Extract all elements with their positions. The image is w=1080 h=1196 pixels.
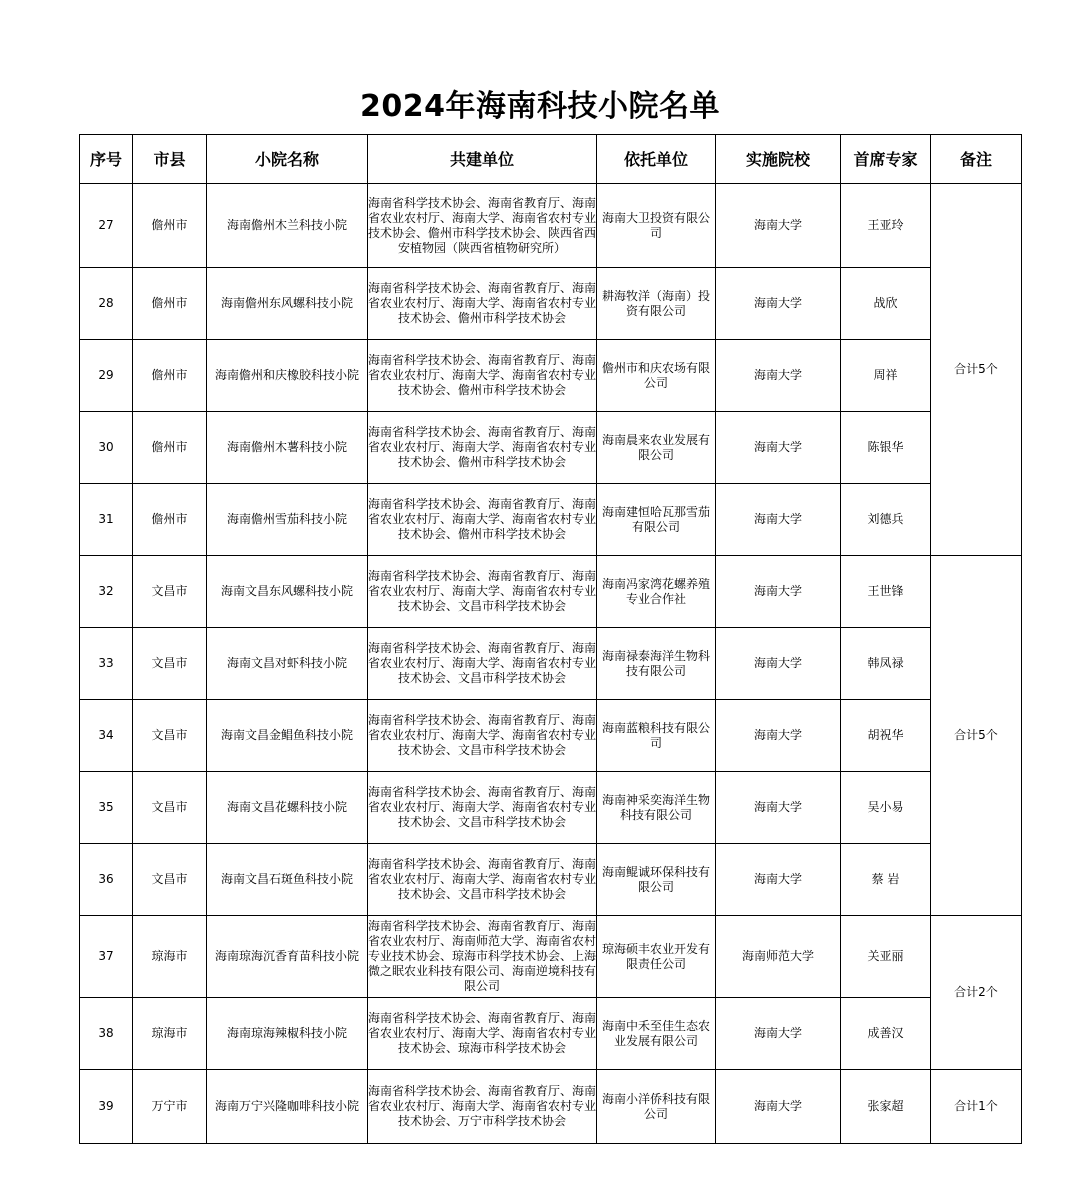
row-name: 海南儋州雪茄科技小院	[207, 484, 368, 556]
table-row	[80, 700, 1022, 772]
row-host-unit: 海南冯家湾花螺养殖专业合作社	[597, 556, 716, 628]
row-city: 琼海市	[133, 916, 207, 998]
row-host-unit: 儋州市和庆农场有限公司	[597, 340, 716, 412]
row-expert: 刘德兵	[841, 484, 931, 556]
row-school: 海南大学	[716, 1070, 841, 1144]
row-co-builders: 海南省科学技术协会、海南省教育厅、海南省农业农村厅、海南大学、海南省农村专业技术协会、文昌市科学技术协会	[368, 772, 597, 844]
row-name: 海南儋州木兰科技小院	[207, 184, 368, 268]
row-no: 39	[80, 1070, 133, 1144]
row-note: 合计5个	[931, 184, 1022, 556]
row-note: 合计1个	[931, 1070, 1022, 1144]
row-co-builders: 海南省科学技术协会、海南省教育厅、海南省农业农村厅、海南大学、海南省农村专业技术协会、文昌市科学技术协会	[368, 628, 597, 700]
row-co-builders: 海南省科学技术协会、海南省教育厅、海南省农业农村厅、海南师范大学、海南省农村专业技术协会、琼海市科学技术协会、上海微之眠农业科技有限公司、海南逆境科技有限公司	[368, 916, 597, 998]
header-school: 实施院校	[716, 135, 841, 184]
row-host-unit: 琼海硕丰农业开发有限责任公司	[597, 916, 716, 998]
row-co-builders: 海南省科学技术协会、海南省教育厅、海南省农业农村厅、海南大学、海南省农村专业技术协会、文昌市科学技术协会	[368, 844, 597, 916]
header-host-unit: 依托单位	[597, 135, 716, 184]
header-co-builders: 共建单位	[368, 135, 597, 184]
row-name: 海南儋州和庆橡胶科技小院	[207, 340, 368, 412]
row-city: 文昌市	[133, 772, 207, 844]
row-expert: 成善汉	[841, 998, 931, 1070]
row-school: 海南大学	[716, 484, 841, 556]
row-co-builders: 海南省科学技术协会、海南省教育厅、海南省农业农村厅、海南大学、海南省农村专业技术协会、万宁市科学技术协会	[368, 1070, 597, 1144]
row-expert: 关亚丽	[841, 916, 931, 998]
header-expert: 首席专家	[841, 135, 931, 184]
row-no: 30	[80, 412, 133, 484]
table-row	[80, 268, 1022, 340]
header-name: 小院名称	[207, 135, 368, 184]
row-host-unit: 海南鲲诚环保科技有限公司	[597, 844, 716, 916]
row-host-unit: 海南建恒哈瓦那雪茄有限公司	[597, 484, 716, 556]
header-city: 市县	[133, 135, 207, 184]
row-expert: 王世锋	[841, 556, 931, 628]
row-city: 琼海市	[133, 998, 207, 1070]
row-school: 海南大学	[716, 628, 841, 700]
row-no: 28	[80, 268, 133, 340]
header-no: 序号	[80, 135, 133, 184]
table-row	[80, 556, 1022, 628]
page-title: 2024年海南科技小院名单	[360, 89, 720, 124]
row-expert: 胡祝华	[841, 700, 931, 772]
row-no: 27	[80, 184, 133, 268]
row-host-unit: 耕海牧洋（海南）投资有限公司	[597, 268, 716, 340]
table-row	[80, 628, 1022, 700]
row-expert: 周祥	[841, 340, 931, 412]
row-city: 文昌市	[133, 844, 207, 916]
header-note: 备注	[931, 135, 1022, 184]
row-no: 36	[80, 844, 133, 916]
row-city: 儋州市	[133, 412, 207, 484]
row-host-unit: 海南蓝粮科技有限公司	[597, 700, 716, 772]
row-no: 33	[80, 628, 133, 700]
row-city: 文昌市	[133, 556, 207, 628]
table-row	[80, 1070, 1022, 1144]
row-expert: 战欣	[841, 268, 931, 340]
row-school: 海南大学	[716, 412, 841, 484]
row-co-builders: 海南省科学技术协会、海南省教育厅、海南省农业农村厅、海南大学、海南省农村专业技术协会、儋州市科学技术协会	[368, 412, 597, 484]
row-note: 合计5个	[931, 556, 1022, 916]
row-note: 合计2个	[931, 916, 1022, 1070]
row-co-builders: 海南省科学技术协会、海南省教育厅、海南省农业农村厅、海南大学、海南省农村专业技术协会、文昌市科学技术协会	[368, 700, 597, 772]
row-no: 34	[80, 700, 133, 772]
row-expert: 韩凤禄	[841, 628, 931, 700]
row-school: 海南大学	[716, 772, 841, 844]
table-header-row	[80, 135, 1022, 184]
table-row	[80, 998, 1022, 1070]
row-expert: 蔡 岩	[841, 844, 931, 916]
row-school: 海南大学	[716, 184, 841, 268]
row-name: 海南文昌对虾科技小院	[207, 628, 368, 700]
row-expert: 吴小易	[841, 772, 931, 844]
row-school: 海南大学	[716, 340, 841, 412]
row-co-builders: 海南省科学技术协会、海南省教育厅、海南省农业农村厅、海南大学、海南省农村专业技术协会、儋州市科学技术协会	[368, 340, 597, 412]
row-no: 32	[80, 556, 133, 628]
row-city: 儋州市	[133, 184, 207, 268]
row-no: 37	[80, 916, 133, 998]
row-expert: 王亚玲	[841, 184, 931, 268]
row-co-builders: 海南省科学技术协会、海南省教育厅、海南省农业农村厅、海南大学、海南省农村专业技术协会、儋州市科学技术协会	[368, 268, 597, 340]
table-row	[80, 412, 1022, 484]
row-name: 海南琼海辣椒科技小院	[207, 998, 368, 1070]
row-name: 海南文昌东风螺科技小院	[207, 556, 368, 628]
row-city: 文昌市	[133, 628, 207, 700]
row-expert: 张家超	[841, 1070, 931, 1144]
row-city: 儋州市	[133, 268, 207, 340]
table-row	[80, 844, 1022, 916]
row-school: 海南大学	[716, 700, 841, 772]
row-no: 35	[80, 772, 133, 844]
row-expert: 陈银华	[841, 412, 931, 484]
row-name: 海南文昌金鲳鱼科技小院	[207, 700, 368, 772]
row-school: 海南师范大学	[716, 916, 841, 998]
row-host-unit: 海南神采奕海洋生物科技有限公司	[597, 772, 716, 844]
row-no: 29	[80, 340, 133, 412]
table-row	[80, 184, 1022, 268]
row-city: 儋州市	[133, 340, 207, 412]
row-school: 海南大学	[716, 998, 841, 1070]
row-city: 万宁市	[133, 1070, 207, 1144]
row-school: 海南大学	[716, 844, 841, 916]
table-row	[80, 772, 1022, 844]
row-school: 海南大学	[716, 556, 841, 628]
row-co-builders: 海南省科学技术协会、海南省教育厅、海南省农业农村厅、海南大学、海南省农村专业技术协会、文昌市科学技术协会	[368, 556, 597, 628]
row-no: 38	[80, 998, 133, 1070]
row-co-builders: 海南省科学技术协会、海南省教育厅、海南省农业农村厅、海南大学、海南省农村专业技术协会、儋州市科学技术协会、陕西省西安植物园（陕西省植物研究所）	[368, 184, 597, 268]
row-host-unit: 海南晨来农业发展有限公司	[597, 412, 716, 484]
row-name: 海南儋州东风螺科技小院	[207, 268, 368, 340]
row-name: 海南文昌花螺科技小院	[207, 772, 368, 844]
table-row	[80, 340, 1022, 412]
row-host-unit: 海南禄泰海洋生物科技有限公司	[597, 628, 716, 700]
row-name: 海南万宁兴隆咖啡科技小院	[207, 1070, 368, 1144]
row-school: 海南大学	[716, 268, 841, 340]
row-host-unit: 海南中禾至佳生态农业发展有限公司	[597, 998, 716, 1070]
row-name: 海南文昌石斑鱼科技小院	[207, 844, 368, 916]
table-row	[80, 916, 1022, 998]
row-co-builders: 海南省科学技术协会、海南省教育厅、海南省农业农村厅、海南大学、海南省农村专业技术协会、琼海市科学技术协会	[368, 998, 597, 1070]
row-name: 海南琼海沉香育苗科技小院	[207, 916, 368, 998]
row-no: 31	[80, 484, 133, 556]
row-host-unit: 海南大卫投资有限公司	[597, 184, 716, 268]
roster-table	[79, 134, 1022, 1144]
row-city: 儋州市	[133, 484, 207, 556]
row-host-unit: 海南小洋侨科技有限公司	[597, 1070, 716, 1144]
row-co-builders: 海南省科学技术协会、海南省教育厅、海南省农业农村厅、海南大学、海南省农村专业技术协会、儋州市科学技术协会	[368, 484, 597, 556]
row-name: 海南儋州木薯科技小院	[207, 412, 368, 484]
row-city: 文昌市	[133, 700, 207, 772]
table-row	[80, 484, 1022, 556]
